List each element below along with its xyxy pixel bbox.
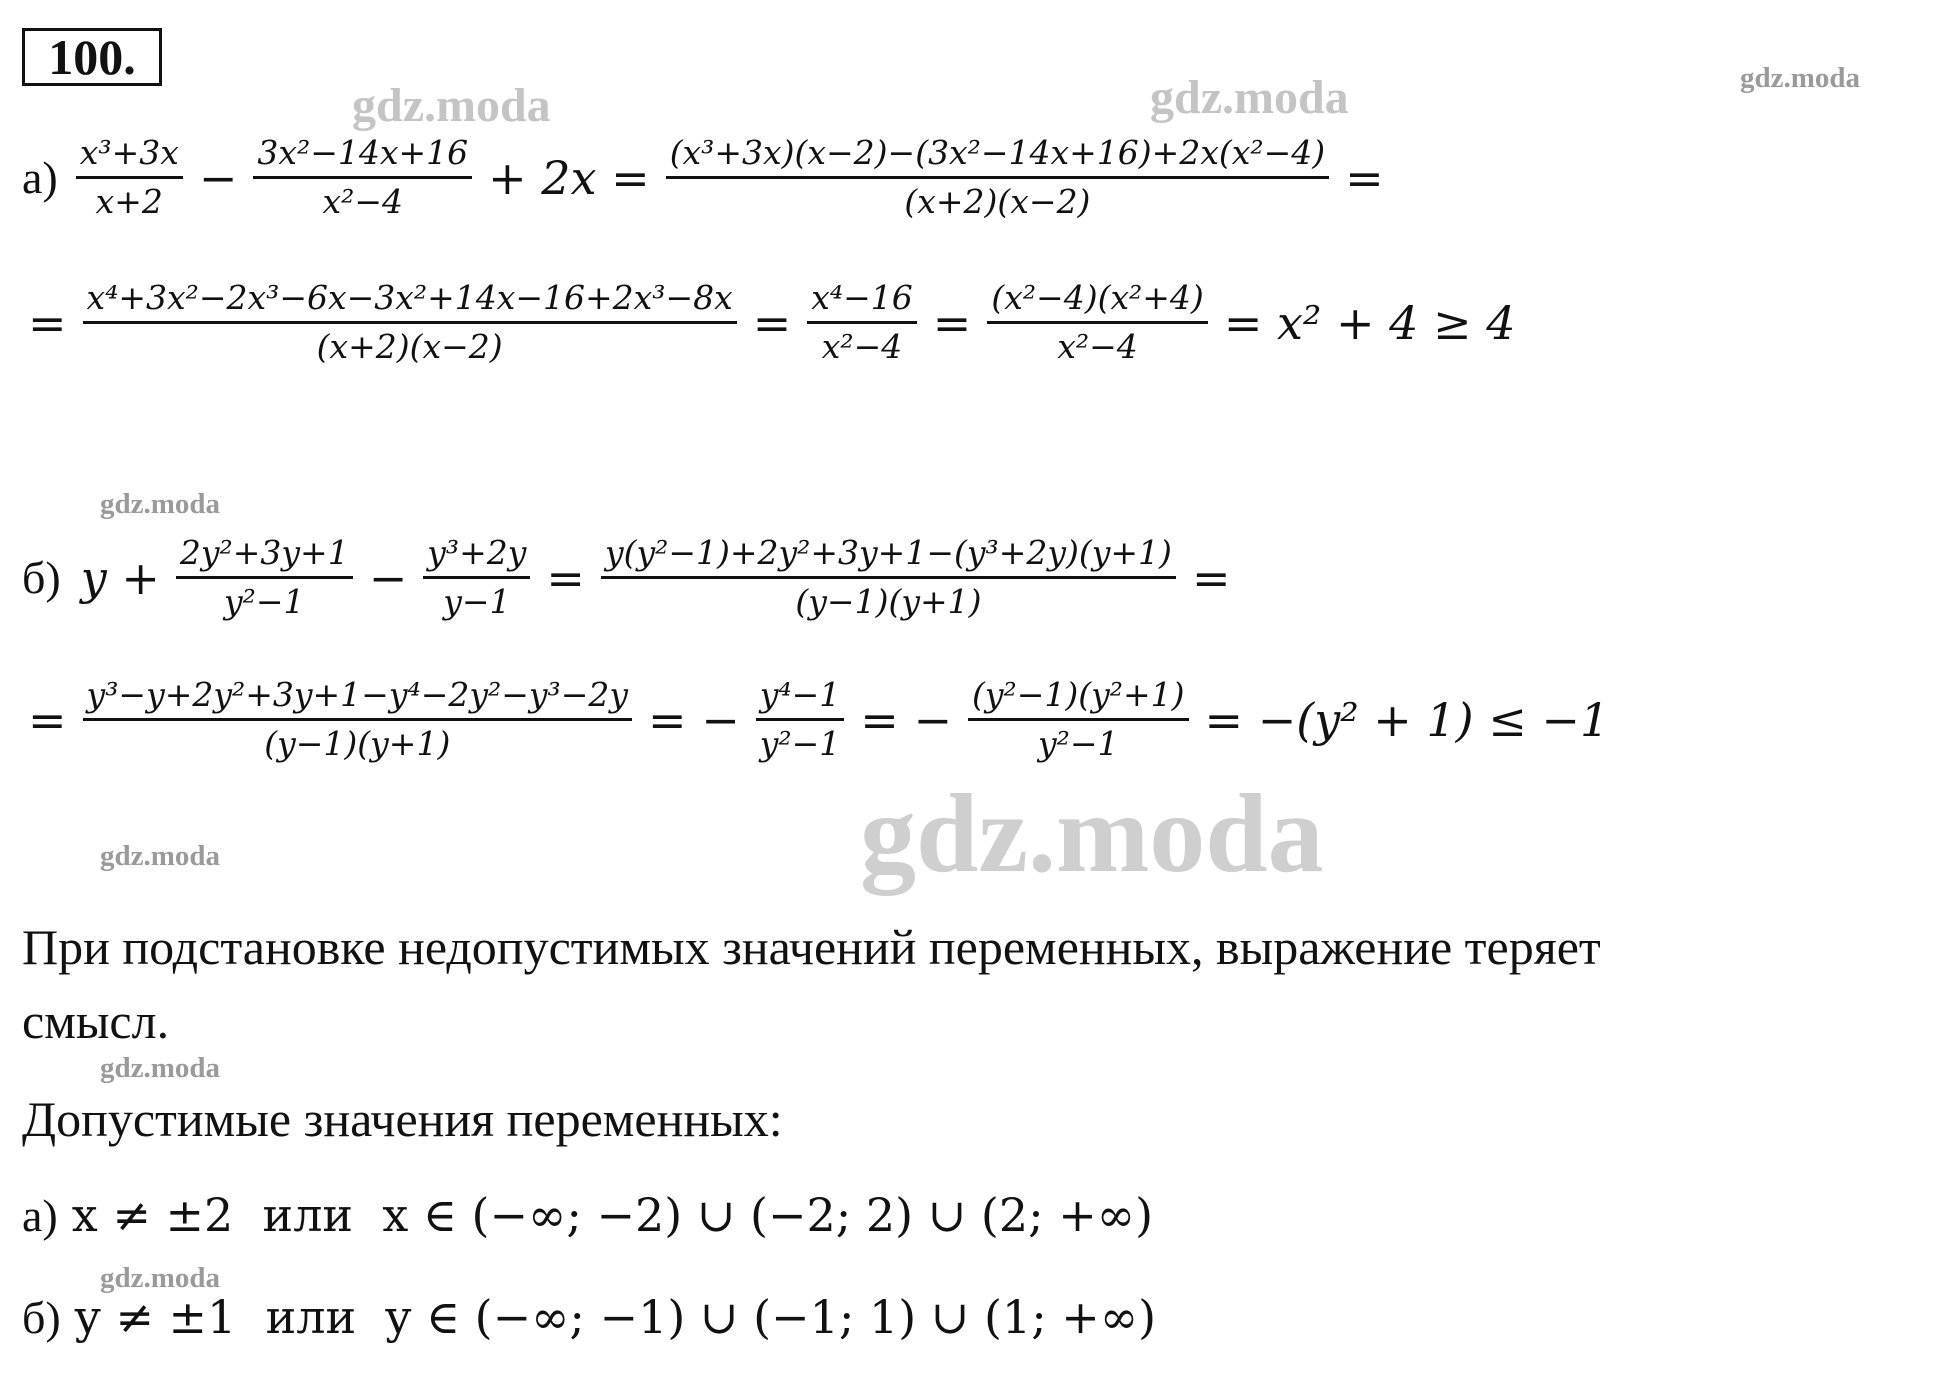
expression: y +	[80, 550, 160, 605]
expression: = x² + 4 ≥ 4	[1223, 295, 1516, 350]
fraction	[968, 672, 1189, 767]
numerator: y³+2y	[427, 533, 527, 572]
operator: =	[28, 692, 67, 747]
denominator: y²−1	[1038, 724, 1119, 763]
fraction	[76, 130, 183, 225]
numerator: y³−y+2y²+3y+1−y⁴−2y²−y³−2y	[86, 675, 629, 714]
numerator: (x²−4)(x²+4)	[991, 278, 1204, 317]
numerator: y⁴−1	[759, 675, 841, 714]
expression: + 2x =	[488, 150, 650, 205]
numerator: (x³+3x)(x−2)−(3x²−14x+16)+2x(x²−4)	[669, 133, 1326, 172]
fraction	[83, 275, 737, 370]
denominator: y²−1	[224, 582, 305, 621]
fraction	[423, 530, 530, 625]
allowed-values-heading: Допустимые значения переменных:	[22, 1091, 783, 1147]
denominator: (x+2)(x−2)	[316, 327, 503, 366]
watermark-large: gdz.moda	[860, 772, 1324, 896]
numerator: y(y²−1)+2y²+3y+1−(y³+2y)(y+1)	[604, 533, 1172, 572]
denominator: x+2	[95, 182, 163, 221]
numerator: 3x²−14x+16	[257, 133, 469, 172]
fraction	[83, 672, 632, 767]
watermark: gdz.moda	[100, 1052, 221, 1084]
condition-b-label: б)	[22, 1291, 61, 1343]
operator: = −	[648, 692, 740, 747]
operator: =	[752, 295, 792, 350]
denominator: (y−1)(y+1)	[795, 582, 982, 621]
fraction	[601, 530, 1176, 625]
operator: =	[932, 295, 972, 350]
problem-number: 100.	[22, 28, 162, 86]
part-a-label: а)	[22, 152, 58, 203]
watermark: gdz.moda	[1740, 62, 1861, 94]
operator: =	[28, 295, 67, 350]
part-b-line-2	[22, 672, 1615, 767]
fraction	[807, 275, 916, 370]
denominator: (y−1)(y+1)	[264, 724, 451, 763]
watermark: gdz.moda	[100, 488, 221, 520]
fraction	[176, 530, 353, 625]
numerator: 2y²+3y+1	[179, 533, 349, 572]
part-b-label: б)	[22, 552, 61, 603]
operator: =	[1191, 550, 1231, 605]
watermark: gdz.moda	[100, 840, 221, 872]
fraction	[253, 130, 472, 225]
numerator: x⁴+3x²−2x³−6x−3x²+14x−16+2x³−8x	[86, 278, 733, 317]
operator: −	[198, 150, 238, 205]
condition-a-text: x ≠ ±2 или x ∈ (−∞; −2) ∪ (−2; 2) ∪ (2; +∞)	[71, 1188, 1154, 1242]
denominator: y²−1	[759, 724, 841, 763]
fraction	[666, 130, 1329, 225]
fraction	[756, 672, 845, 767]
operator: =	[546, 550, 585, 605]
denominator: y−1	[443, 582, 511, 621]
watermark: gdz.moda	[1150, 71, 1349, 124]
part-b-line-1	[22, 530, 1236, 625]
operator: −	[368, 550, 408, 605]
fraction	[987, 275, 1207, 370]
denominator: (x+2)(x−2)	[904, 182, 1091, 221]
explanation-text: При подстановке недопустимых значений переменных, выражение теряет	[22, 919, 1601, 975]
explanation-text-cont: смысл.	[22, 993, 170, 1049]
numerator: (y²−1)(y²+1)	[972, 675, 1185, 714]
condition-b-text: y ≠ ±1 или y ∈ (−∞; −1) ∪ (−1; 1) ∪ (1; +∞)	[74, 1290, 1157, 1344]
expression: = −(y² + 1) ≤ −1	[1204, 692, 1610, 747]
numerator: x⁴−16	[811, 278, 913, 317]
operator: =	[1345, 150, 1384, 205]
numerator: x³+3x	[79, 133, 179, 172]
watermark: gdz.moda	[352, 79, 551, 132]
operator: = −	[860, 692, 952, 747]
denominator: x²−4	[1057, 327, 1138, 366]
condition-b	[22, 1290, 1156, 1344]
part-a-line-2	[22, 275, 1521, 370]
part-a-line-1	[22, 130, 1390, 225]
denominator: x²−4	[322, 182, 404, 221]
condition-a	[22, 1188, 1153, 1242]
denominator: x²−4	[821, 327, 903, 366]
condition-a-label: а)	[22, 1189, 58, 1241]
watermark: gdz.moda	[100, 1262, 221, 1294]
